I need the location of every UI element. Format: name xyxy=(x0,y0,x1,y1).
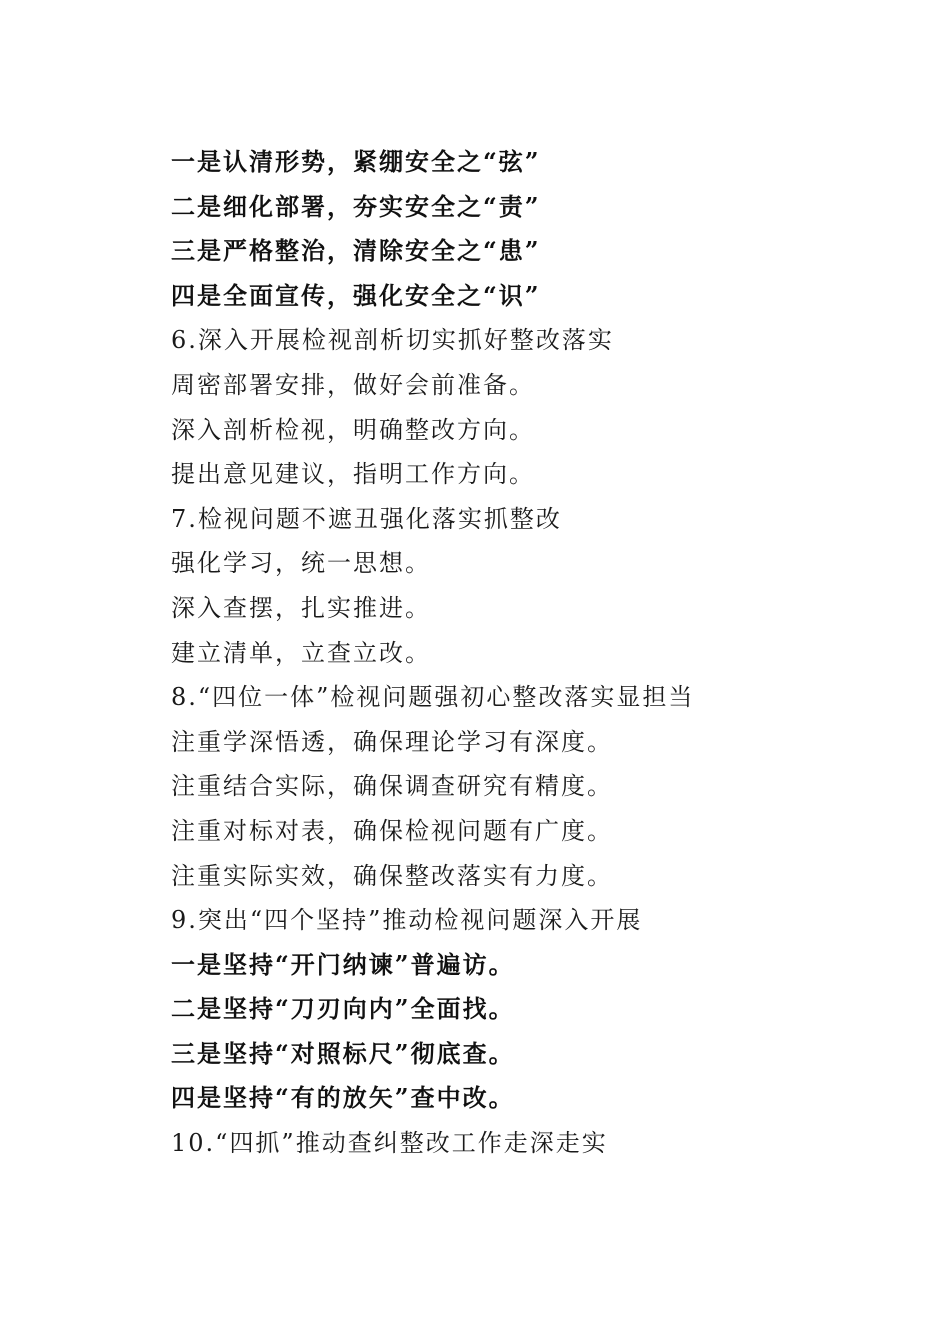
list-item: 注重对标对表，确保检视问题有广度。 xyxy=(171,816,613,845)
list-item: 8.“四位一体”检视问题强初心整改落实显担当 xyxy=(171,683,695,712)
list-item: 7.检视问题不遮丑强化落实抓整改 xyxy=(171,504,562,533)
list-item: 6.深入开展检视剖析切实抓好整改落实 xyxy=(171,326,614,355)
list-item: 9.突出“四个坚持”推动检视问题深入开展 xyxy=(171,906,643,935)
list-item: 10.“四抓”推动查纠整改工作走深走实 xyxy=(171,1129,608,1158)
list-item: 提出意见建议，指明工作方向。 xyxy=(171,460,535,489)
list-item: 注重学深悟透，确保理论学习有深度。 xyxy=(171,727,613,756)
list-item: 注重实际实效，确保整改落实有力度。 xyxy=(171,861,613,890)
list-item-bold: 四是坚持“有的放矢”查中改。 xyxy=(171,1083,515,1113)
list-item-bold: 三是坚持“对照标尺”彻底查。 xyxy=(171,1038,515,1068)
document-body xyxy=(171,140,871,1166)
list-item: 深入查摆，扎实推进。 xyxy=(171,593,431,622)
list-item: 强化学习，统一思想。 xyxy=(171,549,431,578)
list-item-bold: 四是全面宣传，强化安全之“识” xyxy=(171,280,541,310)
list-item-bold: 二是细化部署，夯实安全之“责” xyxy=(171,191,541,221)
list-item-bold: 一是坚持“开门纳谏”普遍访。 xyxy=(171,949,515,979)
list-item: 注重结合实际，确保调查研究有精度。 xyxy=(171,772,613,801)
list-item-bold: 二是坚持“刀刃向内”全面找。 xyxy=(171,994,515,1024)
list-item-bold: 三是严格整治，清除安全之“患” xyxy=(171,236,541,266)
list-item-bold: 一是认清形势，紧绷安全之“弦” xyxy=(171,147,541,176)
list-item: 建立清单，立查立改。 xyxy=(171,638,431,667)
list-item: 深入剖析检视，明确整改方向。 xyxy=(171,415,535,444)
list-item: 周密部署安排，做好会前准备。 xyxy=(171,370,535,399)
